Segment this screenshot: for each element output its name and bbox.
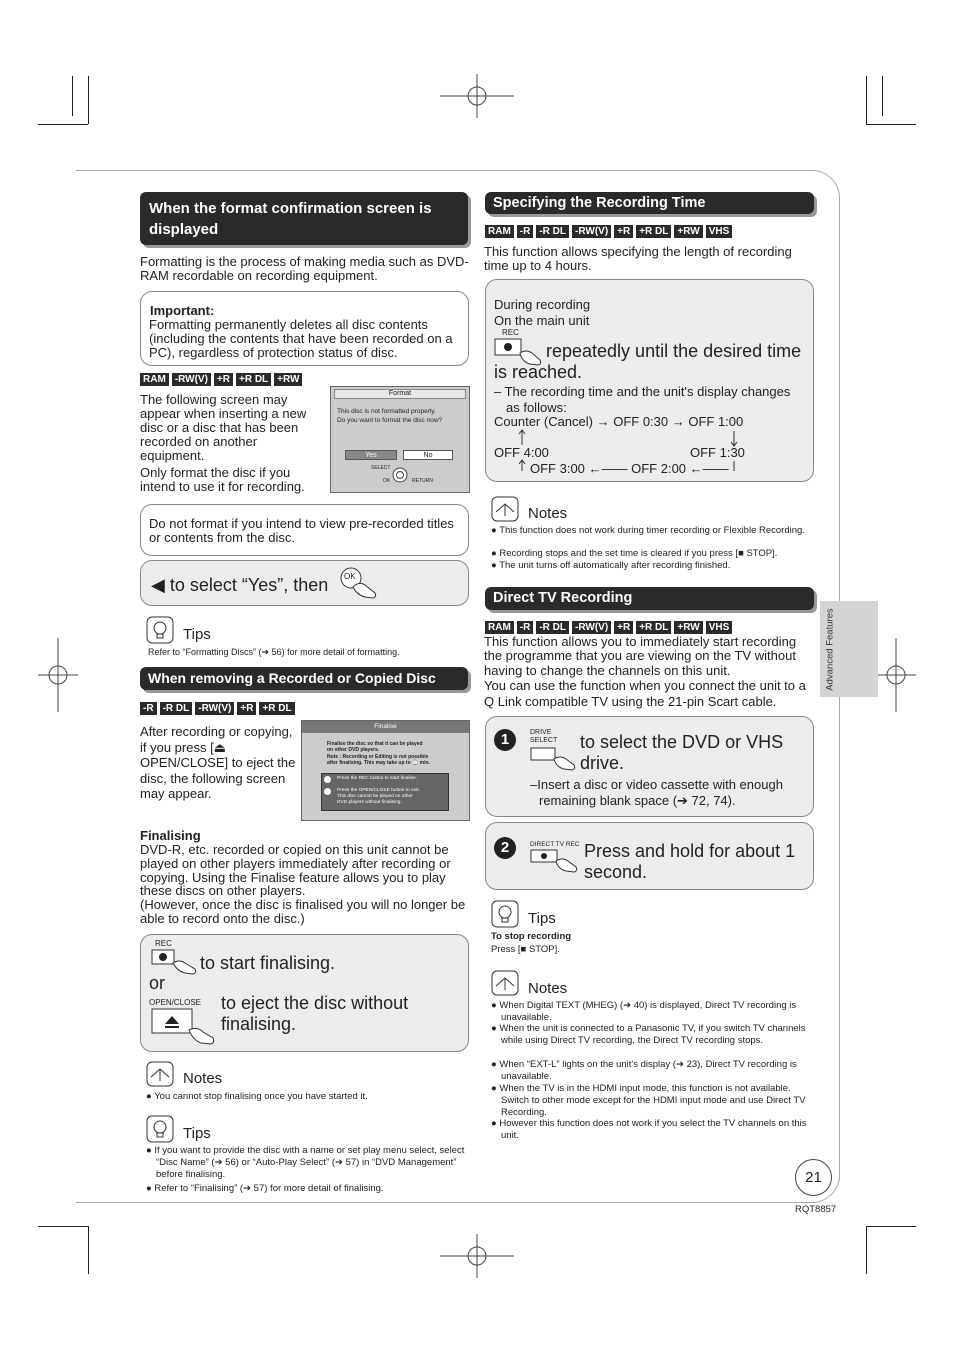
format-screen-para2: Only format the disc if you intend to use it for recording. (140, 465, 305, 494)
disc-tag: +R (614, 225, 633, 238)
direct-header (485, 587, 814, 610)
format-screen-title: Format (334, 389, 466, 399)
finalise-opt2a: Press the OPEN/CLOSE button to exit. (337, 788, 420, 793)
format-intro: Formatting is the process of making media such as DVD-RAM recordable on recording equipment. (140, 254, 469, 283)
step1-box (485, 716, 814, 817)
crop-mark (866, 124, 916, 125)
drive-select-hand-icon (530, 747, 578, 773)
disc-tag: +R (237, 702, 256, 715)
disc-tag: -R (517, 621, 534, 634)
ok-label: OK (344, 572, 356, 581)
disc-tag: -R (517, 225, 534, 238)
notes-dt-item: ● When the unit is connected to a Panasonic TV, if you switch TV channels while using Direct TV recording, the Direct TV recording stops. (491, 1023, 806, 1046)
disc-tag: VHS (706, 621, 733, 634)
notes-rt-item: ● The unit turns off automatically after recording finished. (491, 560, 731, 571)
eject-line2: finalising. (221, 1014, 297, 1034)
rec-time-header (485, 192, 814, 214)
notes-dt-text: When the TV is in the HDMI input mode, this function is not available. Switch to other mode except for the HDMI input mode and use Direct TV Recording. (499, 1083, 806, 1118)
format-header-text: When the format confirmation screen is displayed (149, 200, 432, 238)
direct-para2: You can use the function when you connect the unit to a Q Link compatible TV using the 21-pin Scart cable. (484, 678, 806, 709)
changes-text: – The recording time and the unit's display changes as follows: (494, 384, 791, 415)
crop-mark (866, 76, 867, 124)
disc-tag: VHS (706, 225, 733, 238)
disc-tag: -RW(V) (572, 225, 611, 238)
rec-time-header-text: Specifying the Recording Time (493, 195, 706, 211)
step2-box (485, 822, 814, 890)
notes-rt-text: This function does not work during timer recording or Flexible Recording. (499, 525, 805, 536)
important-box (140, 291, 469, 366)
crop-mark (88, 1226, 89, 1274)
disc-tag: +RW (274, 373, 302, 386)
rec-time-intro: This function allows specifying the length of recording time up to 4 hours. (484, 244, 792, 273)
removing-header-text: When removing a Recorded or Copied Disc (148, 670, 436, 686)
crop-mark (72, 76, 73, 116)
tips-icon (491, 900, 519, 928)
start-finalising-text: to start finalising. (200, 953, 336, 973)
notes1-text: You cannot stop finalising once you have started it. (154, 1091, 368, 1102)
crop-mark (866, 1226, 916, 1227)
notes-label: Notes (183, 1070, 223, 1087)
drive-select-label: DRIVE SELECT (530, 729, 558, 744)
important-text: Formatting permanently deletes all disc contents (including the contents that have been recorded on a PC), regardless of protection status of disc. (149, 317, 453, 360)
step2-text: Press and hold for about 1 second. (584, 841, 796, 882)
page-frame-bottom (76, 1202, 816, 1203)
crop-mark (38, 1226, 88, 1227)
format-ok-label: OK (383, 478, 391, 484)
rec-time-box (485, 279, 814, 482)
direct-tags (485, 621, 732, 634)
disc-tag: -R DL (536, 621, 569, 634)
notes-icon (146, 1061, 174, 1087)
disc-tag: +R DL (259, 702, 294, 715)
open-close-label: OPEN/CLOSE (149, 998, 202, 1007)
registration-mark-icon (440, 1234, 514, 1278)
counter-text: Counter (Cancel) → OFF 0:30 → OFF 1:00 (494, 414, 744, 429)
eject-line1: to eject the disc without (221, 993, 409, 1013)
select-yes-text: ◀ to select “Yes”, then (151, 575, 329, 595)
tips2-b2-text: Refer to “Finalising” (➔ 57) for more detail of finalising. (154, 1183, 384, 1194)
page-frame-top (76, 170, 816, 171)
notes-dt-text: When “EXT-L” lights on the unit's display (➔ 23), Direct TV recording is unavailable. (499, 1059, 797, 1082)
format-return-label: RETURN (412, 478, 433, 484)
bottom-row-text: OFF 3:00 ←—— OFF 2:00 ←—— (530, 461, 729, 476)
tips-bold: To stop recording (491, 931, 572, 942)
finalise-screen-image (301, 720, 470, 821)
off400-text: OFF 4:00 (494, 445, 549, 460)
finalising-text: DVD-R, etc. recorded or copied on this unit cannot be played on other players immediately after recording or copying. Using the Finalise feature allows you to play these discs on other players. (140, 842, 451, 899)
disc-tag: -RW(V) (172, 373, 211, 386)
finalise-line3: Note : Recording or Editing is not possible (327, 754, 429, 760)
repeatedly-text: repeatedly until the desired time is reached. (494, 341, 802, 382)
step1-sub: –Insert a disc or video cassette with enough remaining blank space (➔ 72, 74). (530, 777, 783, 808)
notes-rt-item: ● Recording stops and the set time is cleared if you press [■ STOP]. (491, 548, 778, 559)
finalise-screen-title: Finalise (302, 721, 469, 733)
direct-para1: This function allows you to immediately start recording the programme that you are viewing on the TV without having to change the channels on this unit. (484, 634, 797, 678)
disc-tag: RAM (485, 225, 514, 238)
notes-dt-item: ● When the TV is in the HDMI input mode, this function is not available. Switch to other mode except for the HDMI input mode and use Direct TV Recording. (491, 1083, 806, 1118)
notes-dt-item: ● However this function does not work if you select the TV channels on this unit. (491, 1118, 807, 1141)
disc-tag: -R (140, 702, 157, 715)
direct-header-text: Direct TV Recording (493, 590, 633, 606)
page-number: 21 (795, 1159, 832, 1196)
crop-mark (88, 76, 89, 124)
format-no-button[interactable]: No (403, 450, 453, 460)
notes-label: Notes (528, 505, 568, 522)
format-screen-image (330, 386, 470, 493)
finalise-opt2c: DVD players without finalising. (337, 800, 402, 805)
tips-icon (146, 1115, 174, 1143)
dpad-icon (392, 467, 408, 483)
notes-icon (491, 496, 519, 522)
disc-tag: +R (614, 621, 633, 634)
disc-tag: +R (214, 373, 233, 386)
tips2-b1-text: If you want to provide the disc with a name or set play menu select, select “Disc Name” (➔ 56) or “Auto-Play Select” (➔ 57) in “DVD Management” before finalising. (154, 1145, 465, 1180)
rec-label: REC (155, 939, 172, 948)
off130-text: OFF 1:30 (690, 445, 745, 460)
important-label: Important: (150, 303, 215, 318)
step1-text: to select the DVD or VHS drive. (580, 732, 784, 773)
format-screen-para1: The following screen may appear when inserting a new disc or a disc that has been recorded on another equipment. (140, 392, 307, 463)
registration-mark-icon (876, 638, 916, 712)
main-unit-text: On the main unit (494, 313, 590, 328)
disc-tag: RAM (485, 621, 514, 634)
crop-mark (38, 124, 88, 125)
notes-dt-item: ● When Digital TEXT (MHEG) (➔ 40) is displayed, Direct TV recording is unavailable. (491, 1000, 797, 1023)
step2-number: 2 (494, 837, 516, 859)
tips1-text: Refer to “Formatting Discs” (➔ 56) for more detail of formatting. (148, 647, 400, 657)
crop-mark (882, 76, 883, 116)
eject-dot-icon (324, 788, 331, 795)
finalise-action-box (140, 934, 469, 1052)
finalise-line1: Finalise the disc so that it can be played (327, 741, 423, 747)
tips-text: Press [■ STOP]. (491, 944, 560, 955)
finalise-opt2b: This disc cannot be played on other (337, 794, 413, 799)
notes-icon (491, 970, 519, 996)
finalise-line2: on other DVD players. (327, 747, 380, 753)
notes-rt-item: ● This function does not work during timer recording or Flexible Recording. (491, 525, 805, 536)
removing-para: After recording or copying, if you press [⏏ OPEN/CLOSE] to eject the disc, the following screen may appear. (140, 724, 296, 801)
disc-tag: -RW(V) (195, 702, 234, 715)
side-tab-label: Advanced Features (824, 607, 836, 691)
select-yes-box (140, 560, 469, 606)
disc-tag: +R DL (636, 225, 671, 238)
finalise-options (321, 773, 449, 811)
disc-tag: -R DL (536, 225, 569, 238)
disc-tag: +R DL (236, 373, 271, 386)
registration-mark-icon (440, 74, 514, 118)
eject-button-hand-icon (151, 1008, 217, 1048)
or-text: or (149, 973, 166, 993)
removing-header (140, 667, 468, 690)
notes-dt-text: However this function does not work if you select the TV channels on this unit. (499, 1118, 807, 1141)
format-screen-line1: This disc is not formatted properly. (337, 408, 436, 415)
notes2-label: Notes (528, 980, 568, 997)
disc-tag: RAM (140, 373, 169, 386)
do-not-format-box (140, 504, 469, 556)
rec-time-tags (485, 225, 732, 238)
during-text: During recording (494, 297, 591, 312)
finalise-line4: after finalising. This may take up to ⌚ min. (327, 760, 430, 766)
direct-tv-rec-hand-icon (530, 849, 580, 877)
tips2-item: ● Refer to “Finalising” (➔ 57) for more detail of finalising. (146, 1183, 384, 1194)
format-yes-button[interactable]: Yes (345, 450, 397, 460)
finalise-opt1: Press the REC button to start finalise. (337, 776, 417, 781)
disc-tag: -RW(V) (572, 621, 611, 634)
disc-tag: +RW (674, 621, 702, 634)
crop-mark (866, 1226, 867, 1274)
doc-code: RQT8857 (795, 1204, 837, 1215)
do-not-format-text: Do not format if you intend to view pre-recorded titles or contents from the disc. (149, 516, 454, 545)
removing-tags (140, 702, 295, 715)
page-frame-right (839, 220, 840, 1180)
notes-rt-text: Recording stops and the set time is cleared if you press [■ STOP]. (499, 548, 778, 559)
tips2-label: Tips (183, 1125, 211, 1142)
notes-dt-item: ● When “EXT-L” lights on the unit's display (➔ 23), Direct TV recording is unavailable. (491, 1059, 797, 1082)
step1-number: 1 (494, 729, 516, 751)
tips-label: Tips (528, 910, 556, 927)
format-header (140, 192, 468, 245)
registration-mark-icon (38, 638, 78, 712)
finalising-label: Finalising (140, 828, 201, 843)
finalising-note: (However, once the disc is finalised you will no longer be able to record onto the disc.) (140, 897, 466, 926)
format-tags (140, 373, 302, 386)
notes-dt-text: When the unit is connected to a Panasonic TV, if you switch TV channels while using Direct TV recording, the Direct TV recording stops. (499, 1023, 806, 1046)
tips-icon (146, 616, 174, 644)
tips2-item: ● If you want to provide the disc with a name or set play menu select, select “Disc Name” (➔ 56) or “Auto-Play Select” (➔ 57) in “DVD Management” before finalising. (146, 1145, 465, 1180)
rec-dot-icon (324, 776, 331, 783)
rec-label: REC (502, 328, 519, 337)
format-screen-line2: Do you want to format the disc now? (337, 417, 443, 424)
format-select-label: SELECT (371, 465, 391, 471)
direct-tv-rec-label: DIRECT TV REC (530, 841, 580, 848)
disc-tag: +R DL (636, 621, 671, 634)
notes1-item: ● You cannot stop finalising once you have started it. (146, 1091, 368, 1102)
notes-dt-text: When Digital TEXT (MHEG) (➔ 40) is displayed, Direct TV recording is unavailable. (499, 1000, 797, 1023)
disc-tag: +RW (674, 225, 702, 238)
notes-rt-text: The unit turns off automatically after recording finished. (499, 560, 731, 571)
tips-label: Tips (183, 626, 211, 643)
disc-tag: -R DL (160, 702, 193, 715)
side-tab (820, 601, 878, 697)
